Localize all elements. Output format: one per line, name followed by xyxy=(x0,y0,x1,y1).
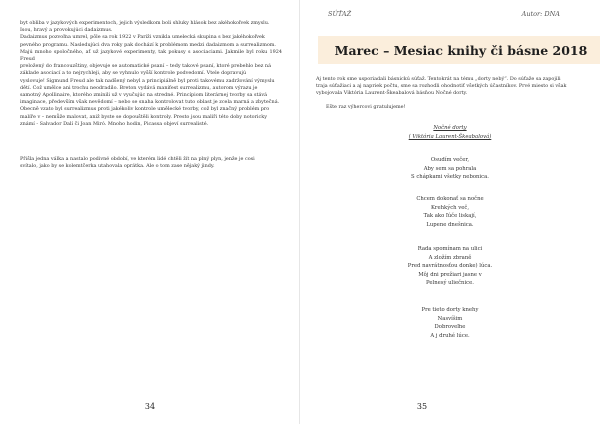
text-line: malíře v – nemůže malovat, aniž byste se dopouštěli kontroly. Presto jsou malíři této doby notoricky xyxy=(20,113,267,120)
poem-line: Krehkých več, xyxy=(430,204,470,211)
left-page-number: 34 xyxy=(144,402,156,411)
intro-paragraph xyxy=(316,76,588,98)
author-header: Autor: DNA xyxy=(521,10,560,18)
poem-line: Tak ako ľúče liskají, xyxy=(423,213,477,219)
poem-line: Aby sem sa pohrala xyxy=(423,165,477,172)
section-header: SÚŤAŽ xyxy=(328,10,352,18)
text-line: dětí. Což umělce ani trochu neodradilo. Breton vydává manifest surrealizmu, autorom výrazu je xyxy=(20,84,258,91)
text-line: Obecně vzato byl surrealizmus proti jakékoliv kontrole umělecké tvorby, což byl značný problém pro xyxy=(20,106,270,113)
text-line: byt obliba v jazykových experimentoch, jejich výsledkom boli shluky hlások bez akéhokoľvek zmyslu. xyxy=(20,20,270,26)
text-line: Aj tento rok sme usporiadali básnickú súťaž. Tentokrát na tému „dorty nebý“. Do súťaže sa zapojili xyxy=(316,76,561,82)
text-line: Přišla jedna válka a nastalo podivné období, ve kterém lidé chtěli žít na plný plyn, jenže je cosi xyxy=(20,156,255,162)
poem-title: Nočné dorty xyxy=(433,125,467,131)
text-line: preložený do francouzštiny, objevuje se automatické psaní – tedy takové psaní, ktoré prebehlo bez ná xyxy=(20,63,271,70)
poem-line: Chcem dokonať sa nočne xyxy=(416,196,484,202)
poem-line: Môj dni prežiari jasne v xyxy=(418,271,482,278)
poem-line: A j druhé lúce. xyxy=(430,332,470,339)
text-line: Dadaizmus pozvoľna umrel, pôle sa rok 1922 v Paríži vznikla umelecká skupina s bez jakéhokoľvek xyxy=(20,34,265,41)
text-line: pevného programu. Nasledujúci dva roky pak dochází k problémom medzi dadaizmom a surrealizmom. xyxy=(20,41,276,48)
article-title: Marec – Mesiac knihy či básne 2018 xyxy=(334,43,588,58)
left-paragraph-1 xyxy=(20,20,282,128)
text-line: samotný Apollinaire, ktorého zmínili už v vyučujúc na stredné. Princípiom literárnej tvorby sa stává xyxy=(20,92,268,99)
poem-line: Pred navrátnosťou donke) lúca. xyxy=(407,263,493,269)
poem-line: Pelnesý uliečnice. xyxy=(426,280,474,286)
text-line: svítalo, jako by se kolemtčerka utahovala oprátka. Ale o tom zase nějaký jindy. xyxy=(20,163,215,170)
poem-line: Nasvíšim xyxy=(437,315,463,322)
text-line: vyslovuje! Sigmund Freud ale tak nadšený nebyl a principiálně byl proti takovému zadržování výmyslu xyxy=(20,77,275,84)
poem-author: ( Viktória Laurent-Škeabalová) xyxy=(408,133,492,140)
congrats-line: Ešte raz výhercovi gratulujeme! xyxy=(326,104,406,110)
poem-line: A zložím zbraně xyxy=(428,254,472,261)
left-paragraph-2 xyxy=(20,156,282,170)
text-line: Isou, hravý a provokujúci dadaizmus. xyxy=(20,27,113,34)
poem-line: Pre tieto dorty knehy xyxy=(421,307,479,313)
poem-line: Dobroveľne xyxy=(434,324,466,330)
poem-stanza xyxy=(300,306,600,340)
right-page-number: 35 xyxy=(416,402,428,411)
poem-line: Lupene dnešnica. xyxy=(426,221,474,228)
poem-line: Rada spomínam na ulici xyxy=(417,246,483,252)
poem-stanza xyxy=(300,195,600,229)
text-line: známí - Salvador Dalí či Joan Miró. Mnoho hodin, Picassa objeví surrealisté. xyxy=(20,120,209,127)
text-line: imaginace, především však nevědomí – nebo se snaha kontrolovat tuto oblast je zcela marná a zbytečná. xyxy=(20,99,280,106)
text-line: vybojovala Viktória Laurent-Škeabalová básňou Nočné dorty. xyxy=(316,90,468,97)
poem-line: Osudím večer, xyxy=(430,157,470,163)
text-line: Majú mnoho spoločného, ať už jazykové experimenty, tak pokusy s asociaciami. Jakmile byl roku 1924 Freud xyxy=(20,48,282,63)
text-line: základe asociací a to nejrychleji, aby se vyhnulo vyšší kontrole podvedomí. Vtele dopravujú xyxy=(20,70,247,77)
text-line: traja súťažiaci a aj napriek počtu, sme sa rozhodli ohodnotiť všetkých účastníkov. Prvé miesto si však xyxy=(316,83,567,90)
poem-line: S chápkami všetky nebonica. xyxy=(411,174,489,180)
poem-stanza xyxy=(300,245,600,288)
poem-heading xyxy=(300,124,600,141)
poem-stanza xyxy=(300,156,600,182)
